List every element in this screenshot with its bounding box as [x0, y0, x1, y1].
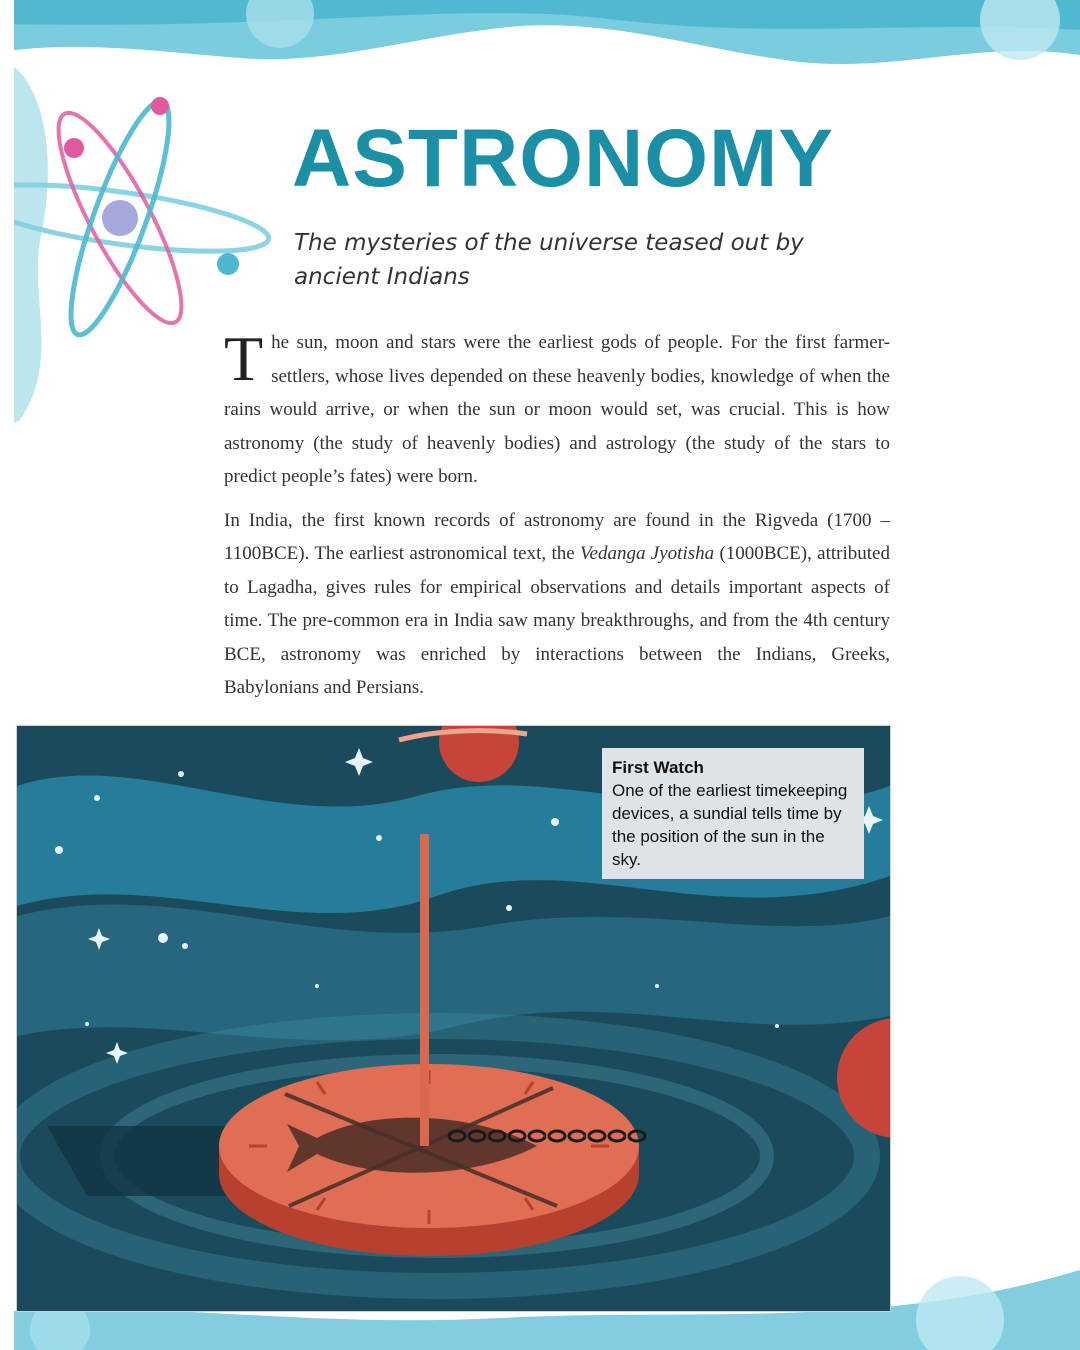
gnomon-pole [420, 834, 429, 1146]
era-bce: BCE [261, 543, 299, 564]
drop-cap: T [224, 323, 264, 394]
paragraph-1-text: he sun, moon and stars were the earliest gods of people. For the first farmer-settlers, whose lives depended on these heavenly bodies, knowledge of when the rains would arrive, or when the sun or moon would set, was crucial. This is how astronomy (the study of heavenly bodies) and astrology (the study of the stars to predict people’s fates) were born. [224, 332, 890, 487]
caption-title: First Watch [612, 758, 704, 777]
era-bce: BCE [763, 543, 801, 564]
paragraph-2-text-e: , astronomy was enriched by interactions between the Indians, Greeks, Babylonians and Persians. [224, 643, 890, 698]
page-gutter [0, 0, 14, 1350]
text-title-italic: Vedanga Jyotisha [580, 543, 715, 564]
caption-box [602, 748, 864, 879]
paragraph-2-text-a: In India, the first known records of astronomy are found in the Rigveda (1700 – 1100 [224, 509, 890, 564]
paragraph-2 [224, 504, 890, 705]
page-subtitle: The mysteries of the universe teased out by ancient Indians [294, 230, 804, 290]
era-bce: BCE [224, 643, 261, 665]
paragraph-2-text-b: ). The earliest astronomical text, the [298, 543, 575, 564]
article-body [224, 323, 890, 715]
paragraph-2-text-d: ), attributed to Lagadha, gives rules for empirical observations and details important aspects of time. The pre-common era in India saw many breakthroughs, and from the 4th century [224, 543, 890, 631]
page-title: ASTRONOMY [292, 113, 834, 204]
paragraph-2-text-c: (1000 [719, 543, 764, 564]
paragraph-1 [224, 323, 890, 494]
caption-text: One of the earliest timekeeping devices, a sundial tells time by the position of the sun in the sky. [612, 781, 848, 869]
